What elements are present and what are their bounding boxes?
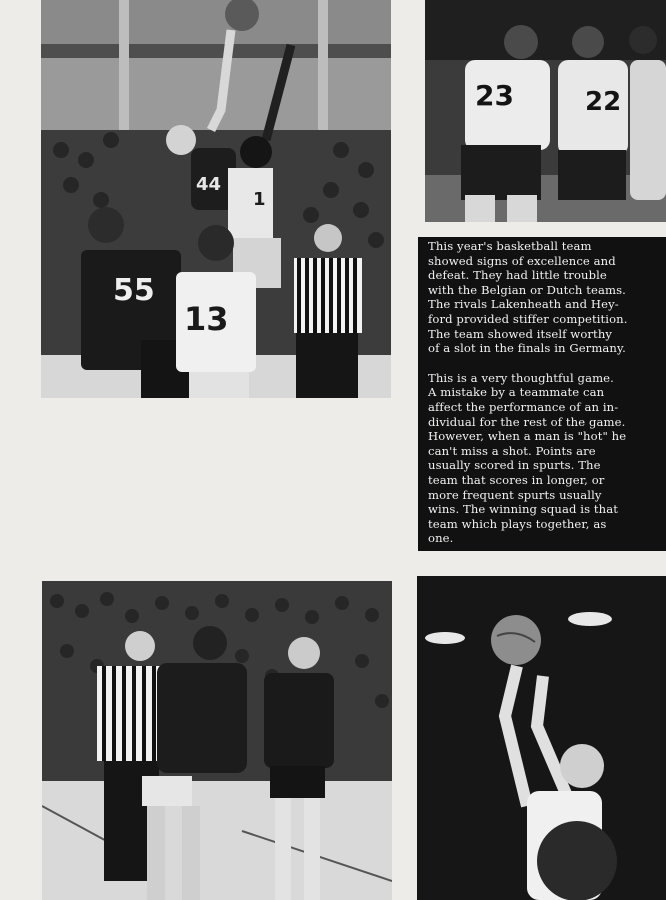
layup-jersey-55: 55 (113, 273, 155, 308)
handshake-photo (42, 581, 392, 900)
paragraph-1-line: showed signs of excellence and (428, 253, 616, 268)
paragraph-1-line: with the Belgian or Dutch teams. (428, 282, 626, 297)
paragraph-1 (428, 239, 658, 356)
layup-jersey-1: 1 (253, 189, 266, 210)
handshake-photo-illustration (42, 581, 392, 900)
layup-jersey-44: 44 (196, 174, 222, 195)
free-throw-photo (417, 576, 666, 900)
paragraph-2-line: affect the performance of an in- (428, 399, 619, 414)
huddle-photo (425, 0, 666, 222)
paragraph-2-line: However, when a man is "hot" he (428, 429, 627, 444)
layup-photo (41, 0, 391, 398)
paragraph-1-line: defeat. They had little trouble (428, 268, 607, 283)
layup-photo-illustration (41, 0, 391, 398)
paragraph-1-line: The rivals Lakenheath and Hey- (428, 297, 619, 312)
paragraph-1-line: The team showed itself worthy (428, 326, 613, 341)
paragraph-1-line: ford provided stiffer competition. (428, 311, 628, 326)
paragraph-2-line: usually scored in spurts. The (428, 458, 601, 473)
paragraph-1-line: This year's basketball team (428, 239, 592, 253)
paragraph-2-line: team which plays together, as (428, 516, 607, 531)
paragraph-2-line: dividual for the rest of the game. (428, 414, 626, 429)
paragraph-2-line: more frequent spurts usually (428, 487, 602, 502)
free-throw-photo-illustration (417, 576, 666, 900)
paragraph-2-line: one. (428, 531, 454, 546)
paragraph-2-line: This is a very thoughtful game. (428, 370, 614, 385)
huddle-photo-illustration (425, 0, 666, 222)
paragraph-2-line: team that scores in longer, or (428, 472, 605, 487)
paragraph-2-line: wins. The winning squad is that (428, 502, 619, 517)
huddle-jersey-23: 23 (475, 79, 514, 112)
caption-text-box (418, 237, 666, 551)
paragraph-1-line: of a slot in the finals in Germany. (428, 341, 626, 356)
paragraph-2 (428, 371, 658, 546)
layup-jersey-13: 13 (184, 300, 229, 338)
huddle-jersey-22: 22 (585, 87, 622, 117)
paragraph-2-line: can't miss a shot. Points are (428, 443, 596, 458)
paragraph-2-line: A mistake by a teammate can (428, 385, 605, 400)
